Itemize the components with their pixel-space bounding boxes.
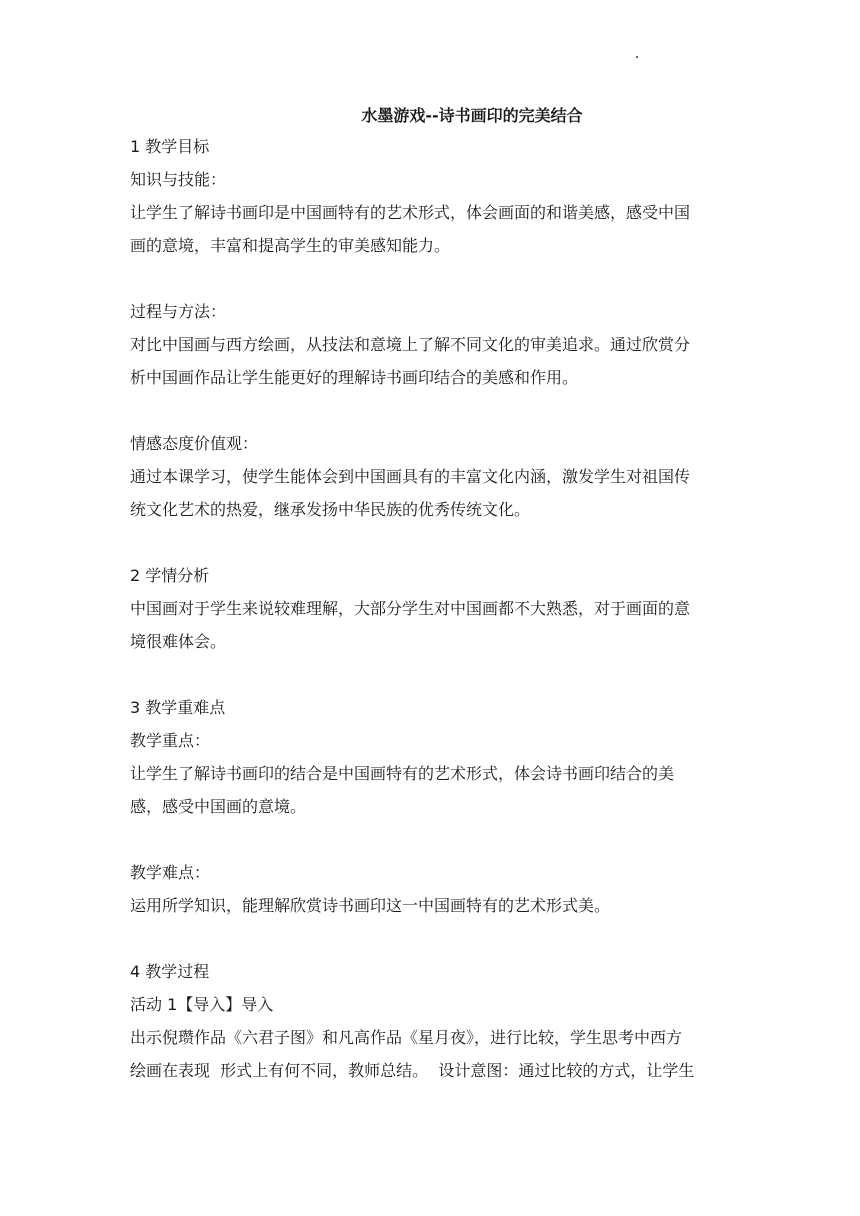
paragraph-line: 对比中国画与西方绘画，从技法和意境上了解不同文化的审美追求。通过欣赏分 (130, 335, 691, 354)
subheading-key-point: 教学重点： (130, 731, 211, 750)
subheading-difficulty: 教学难点： (130, 863, 211, 882)
spacer (130, 922, 734, 955)
section-heading-student-analysis: 2 学情分析 (130, 566, 210, 585)
subheading-knowledge-skills: 知识与技能： (130, 170, 227, 189)
paragraph-line: 绘画在表现 形式上有何不同，教师总结。 设计意图：通过比较的方式，让学生 (130, 1061, 695, 1080)
section-heading-key-points: 3 教学重难点 (130, 698, 226, 717)
paragraph-line: 析中国画作品让学生能更好的理解诗书画印结合的美感和作用。 (130, 368, 579, 387)
paragraph-line: 运用所学知识，能理解欣赏诗书画印这一中国画特有的艺术形式美。 (130, 896, 611, 915)
page-marker-dot (636, 56, 638, 58)
paragraph-line: 境很难体会。 (130, 632, 227, 651)
spacer (130, 823, 734, 856)
section-heading-objectives: 1 教学目标 (130, 137, 210, 156)
paragraph-line: 画的意境，丰富和提高学生的审美感知能力。 (130, 236, 451, 255)
paragraph-line: 感，感受中国画的意境。 (130, 797, 307, 816)
spacer (130, 658, 734, 691)
section-heading-teaching-process: 4 教学过程 (130, 962, 210, 981)
spacer (130, 262, 734, 295)
paragraph-line: 让学生了解诗书画印是中国画特有的艺术形式，体会画面的和谐美感，感受中国 (130, 203, 691, 222)
subheading-activity-1: 活动 1【导入】导入 (130, 995, 274, 1014)
paragraph-line: 通过本课学习，使学生能体会到中国画具有的丰富文化内涵，激发学生对祖国传 (130, 467, 691, 486)
spacer (130, 394, 734, 427)
document-body (130, 102, 734, 1087)
subheading-values: 情感态度价值观： (130, 434, 259, 453)
paragraph-line: 让学生了解诗书画印的结合是中国画特有的艺术形式，体会诗书画印结合的美 (130, 764, 675, 783)
spacer (130, 526, 734, 559)
document-title: 水墨游戏--诗书画印的完美结合 (361, 106, 583, 125)
paragraph-line: 中国画对于学生来说较难理解，大部分学生对中国画都不大熟悉，对于画面的意 (130, 599, 691, 618)
paragraph-line: 统文化艺术的热爱，继承发扬中华民族的优秀传统文化。 (130, 500, 531, 519)
subheading-process-methods: 过程与方法： (130, 302, 227, 321)
paragraph-line: 出示倪瓒作品《六君子图》和凡高作品《星月夜》，进行比较，学生思考中西方 (130, 1028, 683, 1047)
